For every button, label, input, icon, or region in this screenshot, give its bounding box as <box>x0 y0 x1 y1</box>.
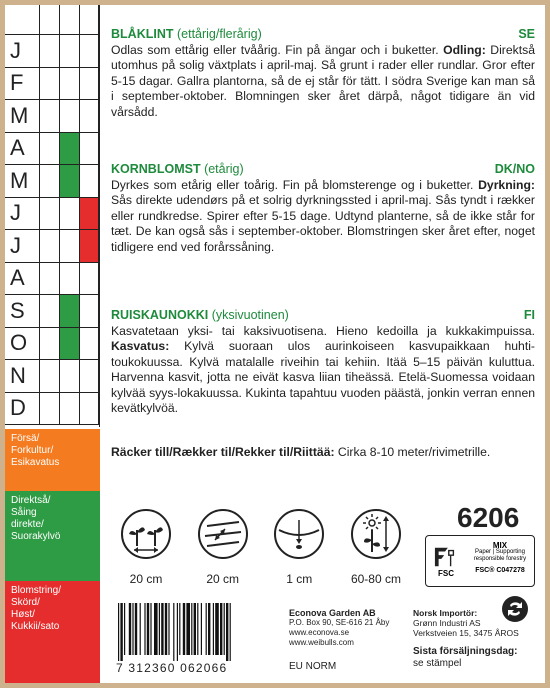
month-letter: F <box>10 70 24 96</box>
calendar-cell <box>59 100 79 132</box>
section-swedish <box>111 27 535 120</box>
calendar-cell <box>59 198 79 230</box>
calendar-cell <box>79 263 99 295</box>
month-letter: O <box>10 330 28 356</box>
month-row <box>5 198 100 231</box>
calendar-cell <box>59 165 79 197</box>
legend-line: Esikavatus <box>11 457 60 468</box>
section-finnish <box>111 308 535 417</box>
calendar-cell <box>39 100 59 132</box>
month-row <box>5 165 100 198</box>
section-text <box>111 43 535 121</box>
text-instructions: Direktså utomhus på solig växtplats i april-maj. Så grunt i rader eller rundlar. Gror efter 5-15 dagar. Gallra plantorna, så de ej står för tätt. I södra Sverige kan man så i september-oktober. Blomningen sker året därpå, något tidigare än vid vårsådd. <box>111 42 535 119</box>
calendar-cell <box>79 68 99 100</box>
barcode-bar <box>154 603 158 655</box>
section-heading <box>111 308 535 324</box>
coverage-info <box>111 445 535 459</box>
fsc-label <box>425 535 535 587</box>
month-row <box>5 230 100 263</box>
language-code: FI <box>523 308 535 322</box>
month-row <box>5 133 100 166</box>
legend-bloom <box>5 581 100 683</box>
calendar-cell <box>79 35 99 67</box>
calendar-cell <box>79 198 99 230</box>
calendar-cell <box>59 393 79 425</box>
month-row <box>5 360 100 393</box>
coverage-value: Cirka 8-10 meter/rivimetrille. <box>334 445 491 459</box>
plant-height-icon <box>350 508 402 560</box>
barcode-bar <box>132 603 133 655</box>
pictogram-row <box>111 508 411 586</box>
barcode-bar <box>213 603 214 655</box>
barcode-bar <box>215 603 219 655</box>
calendar-cell <box>59 35 79 67</box>
pictogram-label: 20 cm <box>206 572 239 586</box>
company-address: P.O. Box 90, SE-616 21 Åby <box>289 618 390 627</box>
barcode-bar <box>177 603 178 661</box>
section-heading <box>111 162 535 178</box>
pictogram-label: 20 cm <box>129 572 163 586</box>
plant-height-pictogram <box>341 508 411 586</box>
plant-name: BLÅKLINT <box>111 27 174 41</box>
calendar-cell <box>59 263 79 295</box>
month-row <box>5 68 100 101</box>
calendar-cell <box>79 295 99 327</box>
calendar-cell <box>39 198 59 230</box>
barcode-bar <box>124 603 125 655</box>
barcode-bar <box>135 603 137 655</box>
calendar-cell <box>59 328 79 360</box>
calendar-cell <box>39 263 59 295</box>
barcode-bar <box>147 603 149 655</box>
section-text <box>111 178 535 256</box>
calendar-cell <box>79 328 99 360</box>
pictogram-label: 1 cm <box>286 572 313 586</box>
company-website: www.weibulls.com <box>289 638 354 647</box>
section-heading <box>111 27 535 43</box>
importer-name: Grønn Industri AS <box>413 618 481 628</box>
barcode-bar <box>208 603 210 655</box>
calendar-cell <box>39 68 59 100</box>
month-row <box>5 35 100 68</box>
best-before-value: se stämpel <box>413 658 462 669</box>
month-letter: A <box>10 135 25 161</box>
fsc-text <box>466 536 534 586</box>
plant-type: (etårig) <box>204 162 244 176</box>
calendar-cell <box>79 165 99 197</box>
month-calendar <box>5 5 100 427</box>
importer-heading: Norsk Importör: <box>413 608 478 618</box>
calendar-cell <box>39 393 59 425</box>
calendar-cell <box>39 328 59 360</box>
plant-name: RUISKAUNOKKI <box>111 308 209 322</box>
sowing-depth-icon <box>273 508 325 560</box>
fsc-line1: Paper | Supporting <box>475 549 525 555</box>
calendar-cell <box>79 360 99 392</box>
barcode-bar <box>186 603 190 655</box>
calendar-cell <box>39 35 59 67</box>
best-before-heading: Sista försäljningsdag: <box>413 646 518 657</box>
row-spacing-icon <box>197 508 249 560</box>
legend-line: Kukkii/sato <box>11 621 60 632</box>
barcode-bar <box>194 603 196 655</box>
legend-line: Såing <box>11 507 37 518</box>
month-letter: J <box>10 37 21 63</box>
month-row <box>5 328 100 361</box>
legend-sow-indoors <box>5 429 100 491</box>
plant-type: (ettårig/flerårig) <box>176 27 262 41</box>
legend-direct-sow <box>5 491 100 581</box>
calendar-cell <box>39 133 59 165</box>
plant-name: KORNBLOMST <box>111 162 201 176</box>
text-bold-label: Odling: <box>443 42 486 57</box>
calendar-header <box>5 5 100 35</box>
calendar-cell <box>39 360 59 392</box>
fsc-logo-text: FSC <box>438 568 454 578</box>
calendar-cell <box>39 230 59 262</box>
section-text <box>111 324 535 417</box>
barcode-bar <box>129 603 131 655</box>
month-letter: M <box>10 167 29 193</box>
legend-line: Forkultur/ <box>11 445 54 456</box>
legend-line: Blomstring/ <box>11 585 62 596</box>
calendar-cell <box>59 133 79 165</box>
barcode-bar <box>179 603 180 655</box>
barcode-bar <box>220 603 222 655</box>
legend-line: Försä/ <box>11 433 40 444</box>
calendar-cell <box>39 295 59 327</box>
barcode-bar <box>140 603 141 655</box>
month-letter: A <box>10 265 25 291</box>
month-letter: N <box>10 362 26 388</box>
company-name: Econova Garden AB <box>289 608 376 618</box>
article-number: 6206 <box>457 502 520 533</box>
barcode-bar <box>159 603 160 655</box>
calendar-cell <box>59 295 79 327</box>
language-code: DK/NO <box>494 162 535 176</box>
best-before <box>413 646 517 670</box>
row-spacing-pictogram <box>188 508 258 586</box>
month-row <box>5 393 100 426</box>
text-bold-label: Dyrkning: <box>478 177 535 192</box>
barcode-bar <box>118 603 119 661</box>
calendar-cell <box>59 360 79 392</box>
calendar-cell <box>79 133 99 165</box>
calendar-cell <box>59 68 79 100</box>
barcode-bar <box>201 603 202 655</box>
barcode-bar <box>197 603 198 655</box>
fsc-code: FSC® C047278 <box>475 567 525 574</box>
barcode-bar <box>168 603 169 655</box>
barcode-bar <box>161 603 163 655</box>
legend-line: Suorakylvö <box>11 531 61 542</box>
month-letter: J <box>10 200 21 226</box>
barcode <box>118 603 274 661</box>
barcode-bar <box>183 603 185 655</box>
calendar-cell <box>39 165 59 197</box>
company-website: www.econova.se <box>289 628 350 637</box>
month-letter: D <box>10 395 26 421</box>
calendar-cell <box>79 393 99 425</box>
month-letter: S <box>10 297 25 323</box>
company-info <box>289 608 389 648</box>
barcode-bar <box>224 603 225 655</box>
month-letter: J <box>10 232 21 258</box>
barcode-bar <box>173 603 174 661</box>
calendar-cell <box>59 230 79 262</box>
legend-line: Direktså/ <box>11 495 51 506</box>
month-letter: M <box>10 102 29 128</box>
text-intro: Odlas som ettårig eller tvåårig. Fin på ängar och i buketter. <box>111 42 444 57</box>
month-row <box>5 100 100 133</box>
month-row <box>5 263 100 296</box>
fsc-logo <box>426 536 466 586</box>
calendar-cell <box>79 230 99 262</box>
text-instructions: Kylvä suoraan ulos aurinkoiseen kasvupaikkaan huhti-toukokuussa. Kylvä matalalle riveihin tai kehiin. Itää 5–15 päivän kuluttua. Harvenna kasvit, jotta ne eivät kasva liian tiheässä. Etelä-Suomessa voidaan kylvää syys-lokakuussa. Kukinta tapahtuu vuoden päästä, jonkin verran ennen kevätkylvöä. <box>111 339 535 415</box>
barcode-bar <box>150 603 151 655</box>
fsc-line2: responsible forestry <box>473 556 527 562</box>
language-code: SE <box>518 27 535 41</box>
calendar-cell <box>79 100 99 132</box>
text-intro: Dyrkes som etårig eller toårig. Fin på blomsterenge og i buketter. <box>111 177 479 192</box>
barcode-bar <box>230 603 231 661</box>
text-bold-label: Kasvatus: <box>111 339 170 353</box>
text-instructions: Sås direkte udendørs på et solrig dyrkningssted i april-maj. Sås tyndt i rækker eller rundkredse. Spirer efter 5-15 dage. Udtynd planterne, så de ikke står for tæt. De kan også sås i september-oktober. Blomstringen sker året efter, noget tidligere end ved forårssåning. <box>111 193 535 254</box>
text-intro: Kasvatetaan yksi- tai kaksivuotisena. Hieno kedoilla ja kukkakimpuissa. <box>111 323 535 338</box>
barcode-bar <box>165 603 167 655</box>
barcode-bar <box>226 603 228 661</box>
section-danish-norwegian <box>111 162 535 255</box>
eu-norm: EU NORM <box>289 661 337 672</box>
fsc-tree-icon <box>432 545 460 569</box>
barcode-bar <box>144 603 145 655</box>
fsc-mix: MIX <box>492 541 508 550</box>
coverage-label: Räcker till/Rækker til/Rekker til/Riittää: <box>111 445 335 459</box>
importer-address: Verkstveien 15, 3475 ÅROS <box>413 628 519 638</box>
recycle-icon <box>501 595 529 623</box>
legend-line: Skörd/ <box>11 597 40 608</box>
barcode-bar <box>206 603 207 655</box>
plant-type: (yksivuotinen) <box>211 308 289 322</box>
sowing-depth-pictogram <box>264 508 334 586</box>
plant-spacing-icon <box>120 508 172 560</box>
legend-line: direkte/ <box>11 519 44 530</box>
legend-line: Høst/ <box>11 609 35 620</box>
plant-spacing-pictogram <box>111 508 181 586</box>
month-row <box>5 295 100 328</box>
seed-packet-back <box>5 5 545 683</box>
barcode-bar <box>191 603 192 655</box>
pictogram-label: 60-80 cm <box>350 572 401 586</box>
barcode-bar <box>120 603 122 661</box>
barcode-number: 7 312360 062066 <box>116 661 228 675</box>
